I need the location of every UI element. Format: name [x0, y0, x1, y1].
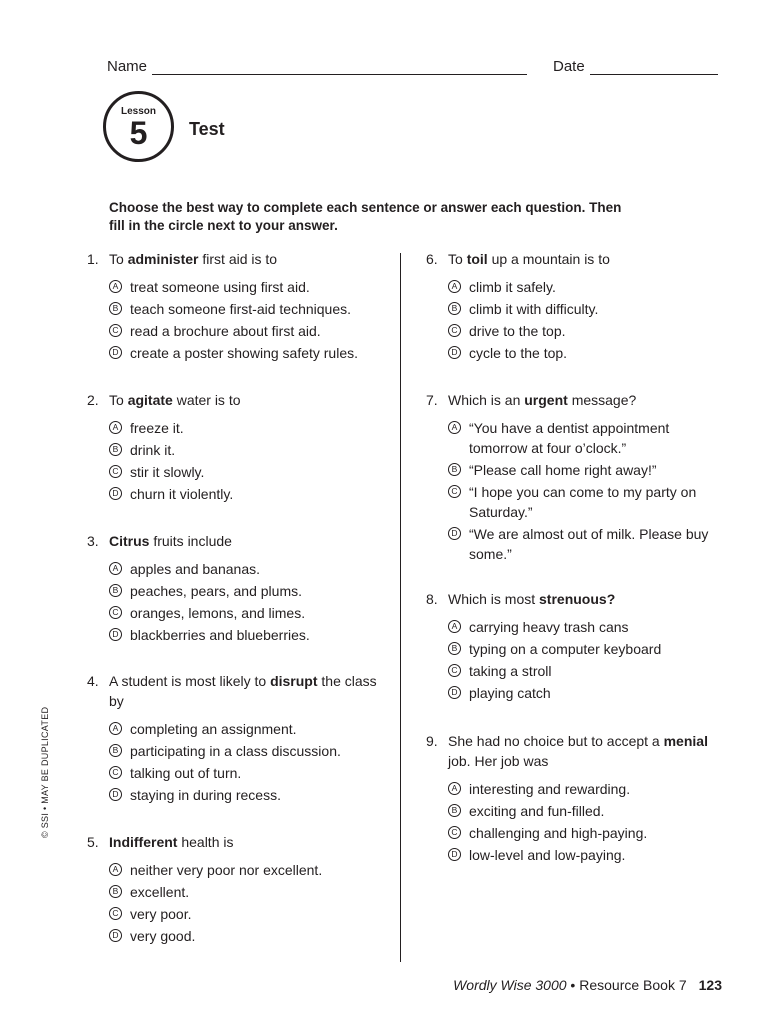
choice-d[interactable] — [448, 683, 718, 703]
key-word: Citrus — [109, 533, 150, 549]
question-stem — [87, 390, 379, 410]
key-word: toil — [466, 251, 488, 267]
question-number: 5. — [87, 834, 99, 850]
choice-text: oranges, lemons, and limes. — [130, 605, 306, 621]
question-stem — [87, 832, 379, 852]
choice-d[interactable] — [109, 926, 379, 946]
choice-text: very poor. — [130, 906, 192, 922]
answer-bubble[interactable]: B — [448, 463, 461, 476]
answer-bubble[interactable]: B — [448, 804, 461, 817]
question-5 — [87, 832, 379, 948]
choice-b[interactable] — [109, 882, 379, 902]
choice-list — [109, 418, 379, 504]
stem-text-post: first aid is to — [198, 251, 278, 267]
answer-bubble[interactable]: A — [448, 280, 461, 293]
key-word: administer — [127, 251, 199, 267]
choice-list — [109, 559, 379, 645]
choice-list — [109, 860, 379, 946]
answer-bubble[interactable]: A — [109, 722, 122, 735]
stem-text-pre: Which is most — [448, 591, 540, 607]
choice-text: drink it. — [130, 442, 176, 458]
stem-text-pre: To — [109, 251, 128, 267]
question-1 — [87, 249, 379, 365]
answer-bubble[interactable]: B — [109, 302, 122, 315]
question-stem — [87, 249, 379, 269]
question-9 — [426, 731, 718, 867]
choice-list — [109, 277, 379, 363]
question-7 — [426, 390, 718, 566]
choice-b[interactable] — [448, 460, 718, 480]
key-word: menial — [663, 733, 708, 749]
answer-bubble[interactable]: D — [448, 346, 461, 359]
question-stem — [426, 249, 718, 269]
choice-text: drive to the top. — [469, 323, 566, 339]
question-stem — [87, 531, 379, 551]
choice-text: climb it with difficulty. — [469, 301, 599, 317]
choice-text: completing an assignment. — [130, 721, 297, 737]
answer-bubble[interactable]: A — [448, 782, 461, 795]
page-number: 123 — [698, 977, 722, 993]
answer-bubble[interactable]: C — [109, 907, 122, 920]
answer-bubble[interactable]: D — [109, 929, 122, 942]
lesson-badge — [103, 91, 174, 162]
choice-d[interactable] — [109, 484, 379, 504]
choice-text: neither very poor nor excellent. — [130, 862, 323, 878]
choice-text: read a brochure about first aid. — [130, 323, 321, 339]
page-title: Test — [189, 119, 225, 139]
choice-text: “You have a dentist appointment tomorrow at four o’clock.” — [469, 420, 670, 456]
choice-text: teach someone first-aid techniques. — [130, 301, 352, 317]
answer-bubble[interactable]: C — [109, 606, 122, 619]
choice-text: low-level and low-paying. — [469, 847, 626, 863]
choice-b[interactable] — [109, 299, 379, 319]
choice-b[interactable] — [109, 741, 379, 761]
answer-bubble[interactable]: B — [448, 302, 461, 315]
answer-bubble[interactable]: D — [448, 686, 461, 699]
choice-d[interactable] — [448, 845, 718, 865]
choice-c[interactable] — [448, 482, 718, 522]
choice-a[interactable] — [109, 277, 379, 297]
answer-bubble[interactable]: C — [109, 766, 122, 779]
choice-a[interactable] — [109, 559, 379, 579]
answer-bubble[interactable]: A — [448, 421, 461, 434]
stem-text-pre: She had no choice but to accept a — [448, 733, 664, 749]
date-field — [553, 58, 718, 75]
choice-c[interactable] — [448, 823, 718, 843]
date-blank-line[interactable] — [590, 60, 718, 75]
choice-d[interactable] — [109, 625, 379, 645]
choice-text: climb it safely. — [469, 279, 556, 295]
choice-text: exciting and fun-filled. — [469, 803, 605, 819]
choice-c[interactable] — [109, 904, 379, 924]
choice-c[interactable] — [109, 462, 379, 482]
question-3 — [87, 531, 379, 647]
stem-text-post: job. Her job was — [448, 753, 549, 769]
choice-text: apples and bananas. — [130, 561, 260, 577]
date-label: Date — [553, 58, 585, 75]
choice-text: taking a stroll — [469, 663, 552, 679]
question-stem — [426, 731, 718, 771]
choice-b[interactable] — [109, 581, 379, 601]
name-label: Name — [107, 58, 148, 75]
answer-bubble[interactable]: D — [448, 527, 461, 540]
stem-text-pre: To — [109, 392, 128, 408]
answer-bubble[interactable]: A — [109, 562, 122, 575]
choice-d[interactable] — [109, 343, 379, 363]
key-word: urgent — [524, 392, 568, 408]
choice-text: “Please call home right away!” — [469, 462, 657, 478]
question-stem — [87, 671, 379, 711]
question-number: 4. — [87, 673, 99, 689]
choice-d[interactable] — [448, 524, 718, 564]
name-field — [107, 58, 527, 75]
choice-c[interactable] — [448, 661, 718, 681]
stem-text-post: message? — [567, 392, 637, 408]
answer-bubble[interactable]: B — [109, 443, 122, 456]
choice-text: treat someone using first aid. — [130, 279, 310, 295]
answer-bubble[interactable]: C — [448, 485, 461, 498]
answer-bubble[interactable]: C — [109, 324, 122, 337]
choice-text: carrying heavy trash cans — [469, 619, 629, 635]
choice-text: playing catch — [469, 685, 551, 701]
book-title: Wordly Wise 3000 — [453, 977, 567, 993]
choice-d[interactable] — [448, 343, 718, 363]
choice-text: “I hope you can come to my party on Saturday.” — [469, 484, 697, 520]
key-word: disrupt — [270, 673, 318, 689]
key-word: strenuous? — [539, 591, 616, 607]
choice-d[interactable] — [109, 785, 379, 805]
choice-text: staying in during recess. — [130, 787, 281, 803]
choice-text: excellent. — [130, 884, 190, 900]
question-number: 8. — [426, 591, 438, 607]
answer-bubble[interactable]: D — [448, 848, 461, 861]
choice-text: interesting and rewarding. — [469, 781, 631, 797]
question-2 — [87, 390, 379, 506]
question-6 — [426, 249, 718, 365]
choice-text: churn it violently. — [130, 486, 234, 502]
answer-bubble[interactable]: D — [109, 487, 122, 500]
answer-bubble[interactable]: B — [109, 744, 122, 757]
question-4 — [87, 671, 379, 807]
question-number: 6. — [426, 251, 438, 267]
copyright-notice: © SSI • MAY BE DUPLICATED — [40, 706, 50, 838]
stem-text-post: fruits include — [149, 533, 232, 549]
choice-list — [448, 418, 718, 564]
answer-bubble[interactable]: A — [109, 280, 122, 293]
answer-bubble[interactable]: B — [109, 584, 122, 597]
stem-text-pre: A student is most likely to — [109, 673, 271, 689]
question-number: 7. — [426, 392, 438, 408]
choice-list — [109, 719, 379, 805]
choice-text: “We are almost out of milk. Please buy some.” — [469, 526, 709, 562]
answer-bubble[interactable]: C — [109, 465, 122, 478]
key-word: agitate — [127, 392, 173, 408]
answer-bubble[interactable]: B — [448, 642, 461, 655]
key-word: Indifferent — [109, 834, 178, 850]
choice-a[interactable] — [448, 617, 718, 637]
question-stem — [426, 589, 718, 609]
question-number: 3. — [87, 533, 99, 549]
question-number: 2. — [87, 392, 99, 408]
answer-bubble[interactable]: D — [109, 346, 122, 359]
column-divider — [400, 253, 401, 962]
choice-text: cycle to the top. — [469, 345, 568, 361]
choice-text: freeze it. — [130, 420, 184, 436]
choice-b[interactable] — [448, 299, 718, 319]
choice-c[interactable] — [109, 603, 379, 623]
choice-text: very good. — [130, 928, 196, 944]
answer-bubble[interactable]: C — [448, 826, 461, 839]
stem-text-post: water is to — [172, 392, 241, 408]
choice-a[interactable] — [109, 860, 379, 880]
question-stem — [426, 390, 718, 410]
footer-separator: • — [566, 977, 580, 993]
choice-list — [448, 779, 718, 865]
choice-text: blackberries and blueberries. — [130, 627, 310, 643]
answer-bubble[interactable]: D — [109, 788, 122, 801]
stem-text-post: up a mountain is to — [487, 251, 610, 267]
choice-a[interactable] — [109, 418, 379, 438]
choice-a[interactable] — [448, 779, 718, 799]
answer-bubble[interactable]: C — [448, 324, 461, 337]
choice-c[interactable] — [448, 321, 718, 341]
choice-text: participating in a class discussion. — [130, 743, 341, 759]
choice-a[interactable] — [448, 418, 718, 458]
lesson-word: Lesson — [120, 106, 156, 117]
choice-b[interactable] — [448, 801, 718, 821]
question-number: 9. — [426, 733, 438, 749]
book-subtitle: Resource Book 7 — [579, 977, 687, 993]
choice-c[interactable] — [109, 321, 379, 341]
question-8 — [426, 589, 718, 705]
choice-a[interactable] — [448, 277, 718, 297]
page-footer — [453, 977, 722, 993]
stem-text-post: health is — [177, 834, 234, 850]
answer-bubble[interactable]: A — [109, 863, 122, 876]
question-number: 1. — [87, 251, 99, 267]
stem-text-pre: Which is an — [448, 392, 525, 408]
choice-text: create a poster showing safety rules. — [130, 345, 359, 361]
choice-b[interactable] — [109, 440, 379, 460]
choice-text: talking out of turn. — [130, 765, 242, 781]
choice-text: stir it slowly. — [130, 464, 205, 480]
instructions: Choose the best way to complete each sentence or answer each question. Then fill in the circle next to your answer. — [109, 200, 622, 233]
choice-list — [448, 617, 718, 703]
stem-text-pre: To — [448, 251, 467, 267]
stem-text-post: the class by — [109, 673, 377, 709]
answer-bubble[interactable]: D — [109, 628, 122, 641]
answer-bubble[interactable]: A — [448, 620, 461, 633]
choice-c[interactable] — [109, 763, 379, 783]
answer-bubble[interactable]: B — [109, 885, 122, 898]
lesson-number: 5 — [129, 115, 148, 151]
choice-text: challenging and high-paying. — [469, 825, 648, 841]
name-blank-line[interactable] — [152, 60, 527, 75]
answer-bubble[interactable]: A — [109, 421, 122, 434]
answer-bubble[interactable]: C — [448, 664, 461, 677]
choice-text: peaches, pears, and plums. — [130, 583, 302, 599]
choice-a[interactable] — [109, 719, 379, 739]
choice-list — [448, 277, 718, 363]
choice-b[interactable] — [448, 639, 718, 659]
choice-text: typing on a computer keyboard — [469, 641, 662, 657]
